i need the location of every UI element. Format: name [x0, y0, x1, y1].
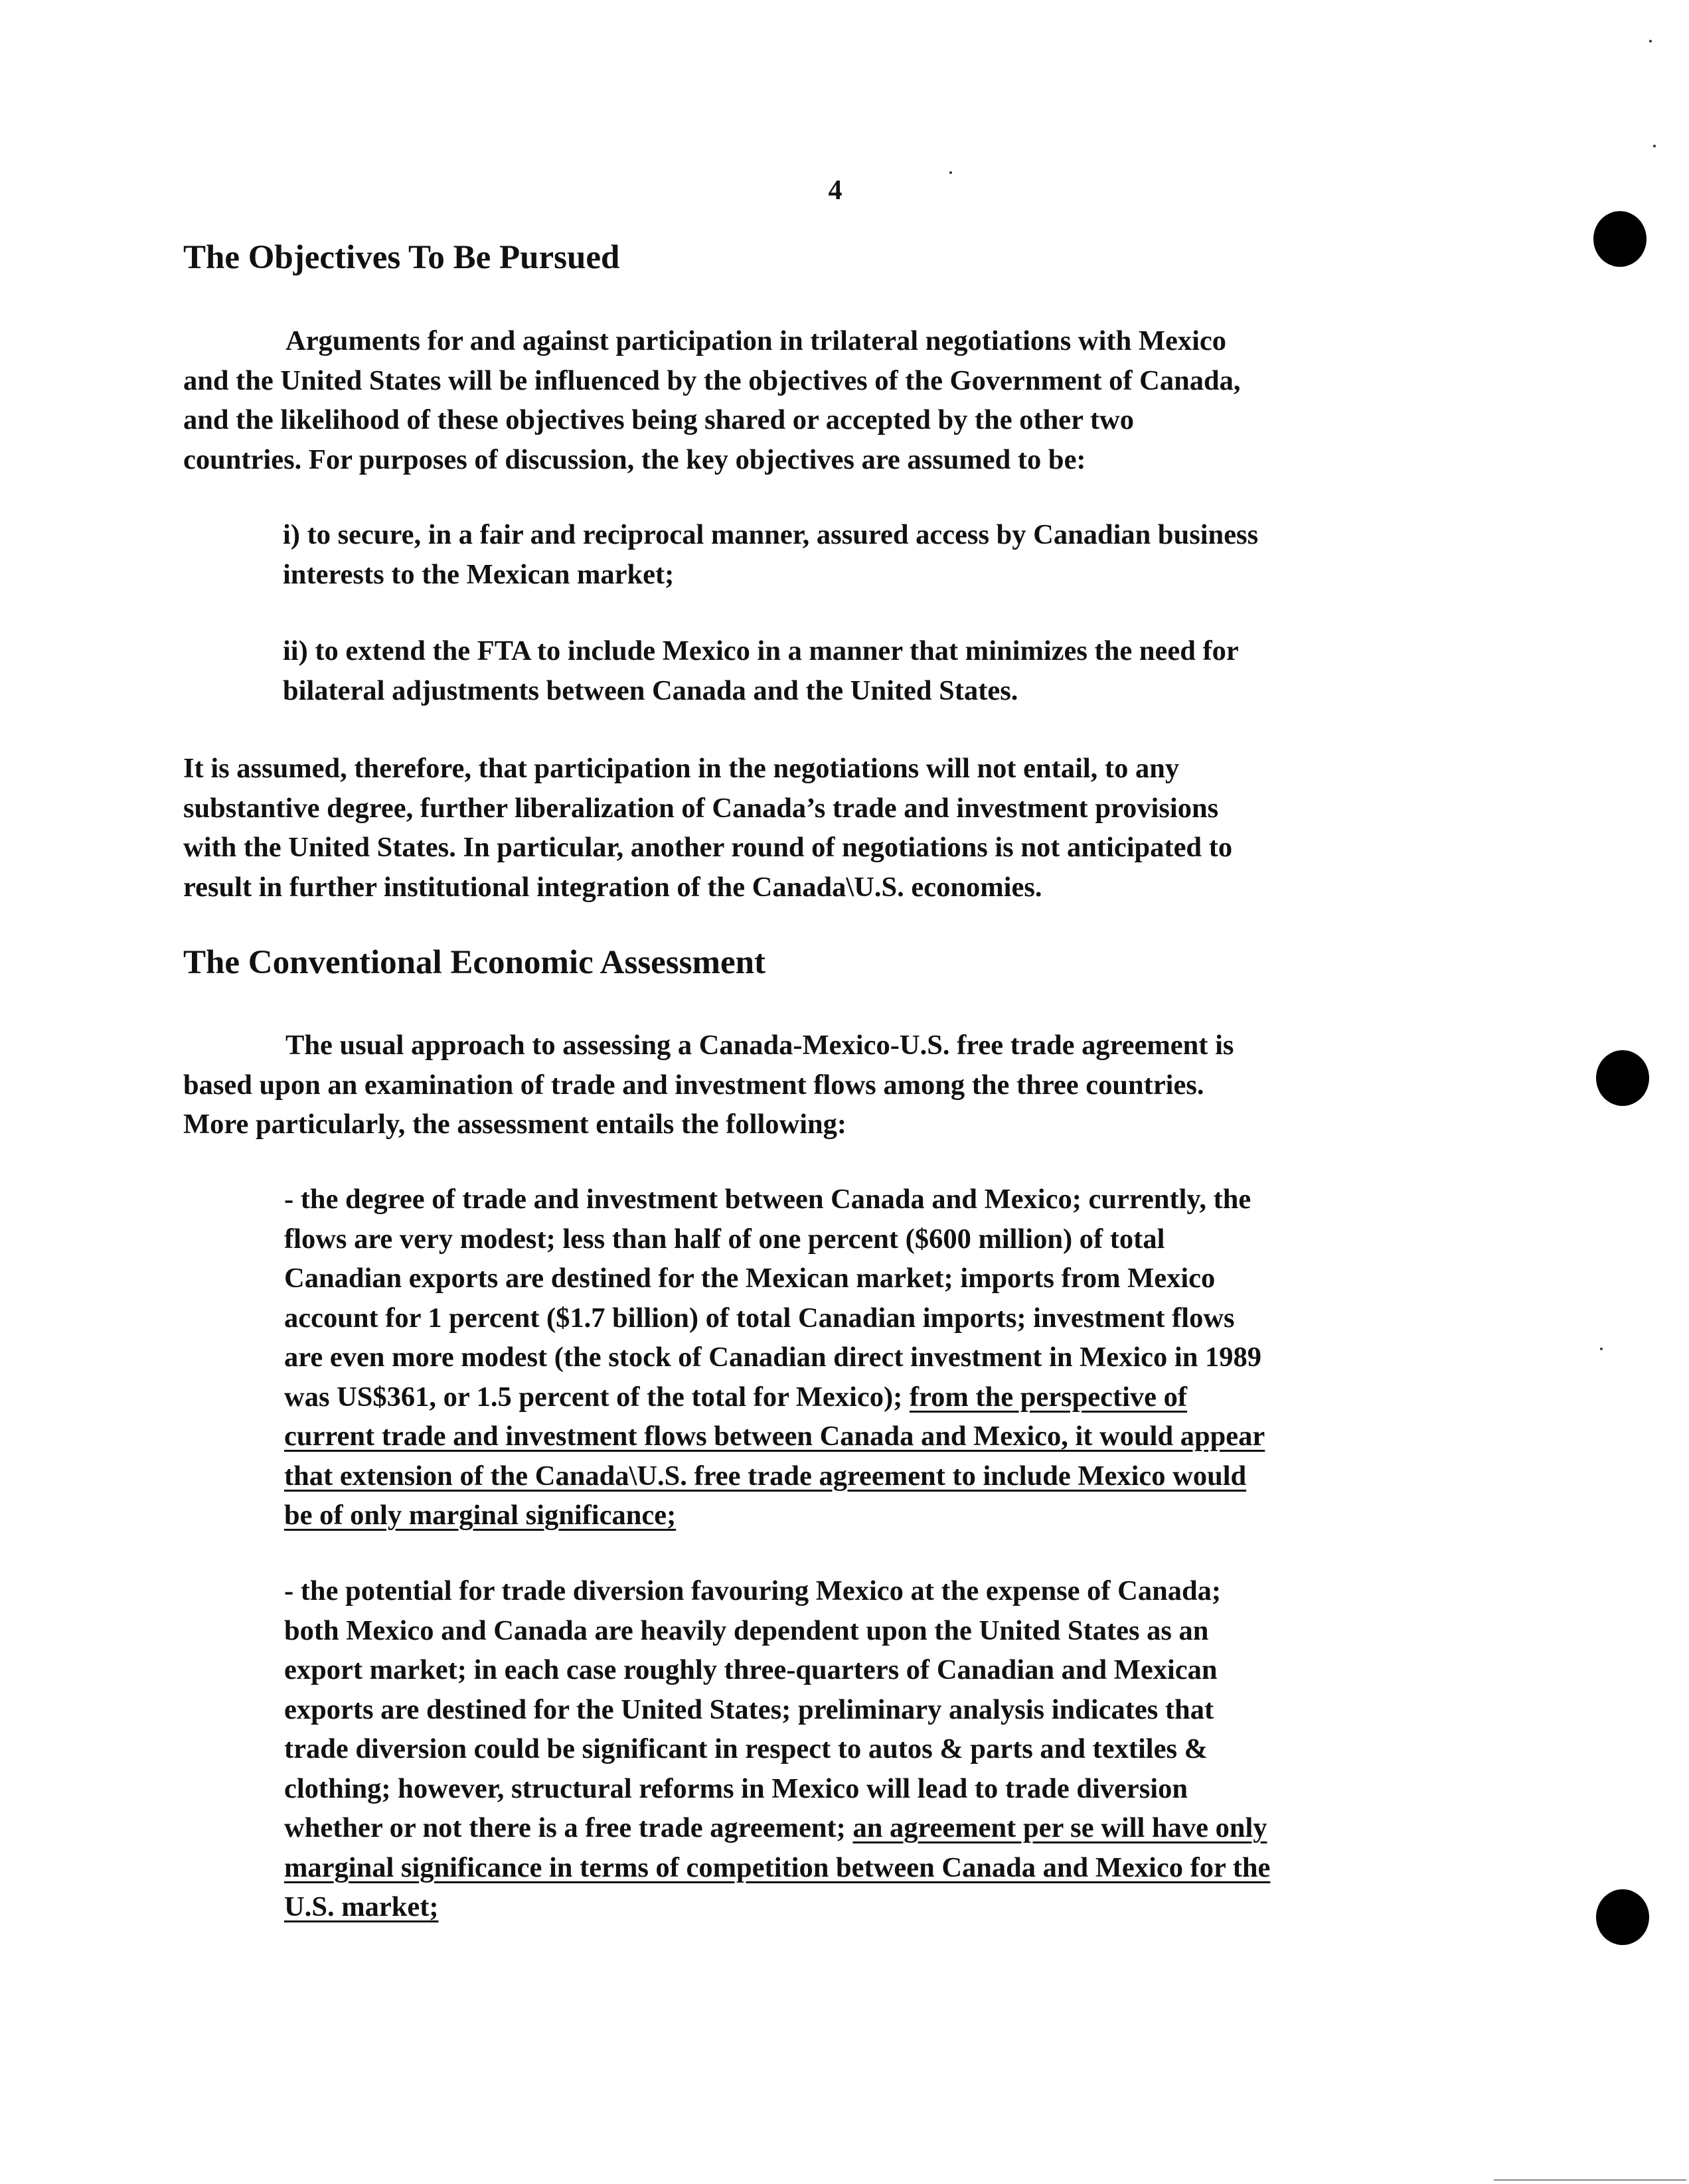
assessment-bullet-1: [284, 1180, 1265, 1535]
text-line: substantive degree, further liberalization of Canada’s trade and investment provisions: [183, 792, 1219, 824]
text-line: with the United States. In particular, another round of negotiations is not anticipated to: [183, 832, 1233, 863]
text-line: and the likelihood of these objectives being shared or accepted by the other two: [183, 404, 1134, 435]
assessment-bullet-2: [284, 1571, 1270, 1927]
objective-item-1: [283, 515, 1258, 594]
section-heading-objectives: The Objectives To Be Pursued: [183, 239, 620, 276]
mixed-text-line: [284, 1808, 1270, 1848]
plain-text: was US$361, or 1.5 percent of the total for Mexico);: [284, 1381, 910, 1413]
text-line: exports are destined for the United States; preliminary analysis indicates that: [284, 1693, 1214, 1725]
scan-edge-line: [1494, 2179, 1686, 2181]
underlined-line: [284, 1848, 1270, 1888]
underlined-line: [284, 1887, 1270, 1927]
scan-speck: [1649, 40, 1652, 42]
scan-speck: [1653, 145, 1656, 147]
text-line: countries. For purposes of discussion, the key objectives are assumed to be:: [183, 443, 1086, 475]
text-line: Arguments for and against participation in trilateral negotiations with Mexico: [285, 325, 1226, 356]
underlined-text: U.S. market;: [284, 1891, 439, 1922]
objective-item-2: [283, 631, 1239, 710]
text-line: export market; in each case roughly three-quarters of Canadian and Mexican: [284, 1654, 1218, 1685]
objectives-intro-paragraph: [183, 321, 1241, 479]
text-line: clothing; however, structural reforms in Mexico will lead to trade diversion: [284, 1772, 1188, 1804]
underlined-text: be of only marginal significance;: [284, 1500, 677, 1531]
text-line: - the degree of trade and investment between Canada and Mexico; currently, the: [284, 1184, 1251, 1215]
text-line: - the potential for trade diversion favouring Mexico at the expense of Canada;: [284, 1575, 1222, 1606]
assessment-intro-paragraph: [183, 1026, 1234, 1144]
assumption-paragraph: [183, 749, 1232, 907]
scan-speck: [949, 171, 952, 174]
text-line: flows are very modest; less than half of one percent ($600 million) of total: [284, 1223, 1165, 1255]
section-heading-conventional-assessment: The Conventional Economic Assessment: [183, 944, 765, 981]
text-line: are even more modest (the stock of Canadian direct investment in Mexico in 1989: [284, 1342, 1261, 1373]
underlined-line: [284, 1456, 1265, 1496]
text-line: and the United States will be influenced by the objectives of the Government of Canada,: [183, 364, 1241, 396]
page-number: 4: [828, 175, 843, 206]
text-line: ii) to extend the FTA to include Mexico in a manner that minimizes the need for: [283, 635, 1239, 666]
text-line: trade diversion could be significant in respect to autos & parts and textiles &: [284, 1733, 1208, 1764]
mixed-text-line: [284, 1377, 1265, 1417]
text-line: It is assumed, therefore, that participation in the negotiations will not entail, to any: [183, 753, 1180, 784]
text-line: based upon an examination of trade and investment flows among the three countries.: [183, 1069, 1204, 1101]
text-line: result in further institutional integration of the Canada\U.S. economies.: [183, 871, 1042, 903]
text-line: i) to secure, in a fair and reciprocal manner, assured access by Canadian business: [283, 519, 1259, 550]
text-line: bilateral adjustments between Canada and the United States.: [283, 674, 1018, 706]
punch-hole: [1593, 211, 1647, 267]
text-line: account for 1 percent ($1.7 billion) of total Canadian imports; investment flows: [284, 1302, 1235, 1334]
punch-hole: [1596, 1889, 1649, 1945]
text-line: More particularly, the assessment entails the following:: [183, 1109, 847, 1140]
text-line: Canadian exports are destined for the Mexican market; imports from Mexico: [284, 1263, 1216, 1294]
underlined-line: [284, 1417, 1265, 1456]
scan-speck: [1600, 1348, 1603, 1350]
underlined-line: [284, 1496, 1265, 1535]
text-line: The usual approach to assessing a Canada-Mexico-U.S. free trade agreement is: [285, 1030, 1234, 1061]
underlined-text: marginal significance in terms of competition between Canada and Mexico for the: [284, 1851, 1271, 1883]
underlined-text: that extension of the Canada\U.S. free trade agreement to include Mexico would: [284, 1460, 1247, 1492]
text-line: interests to the Mexican market;: [283, 558, 675, 590]
underlined-text: an agreement per se will have only: [852, 1812, 1267, 1843]
plain-text: whether or not there is a free trade agreement;: [284, 1812, 853, 1843]
underlined-text: from the perspective of: [909, 1381, 1188, 1413]
underlined-text: current trade and investment flows between Canada and Mexico, it would appear: [284, 1421, 1265, 1452]
punch-hole: [1596, 1050, 1649, 1106]
text-line: both Mexico and Canada are heavily dependent upon the United States as an: [284, 1614, 1209, 1646]
